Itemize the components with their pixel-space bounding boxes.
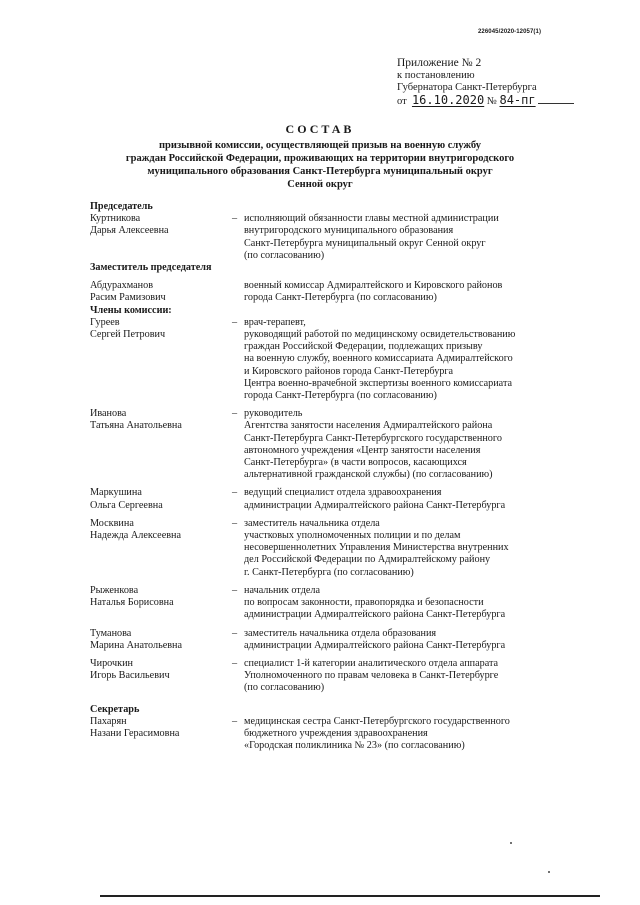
- given-names: Надежда Алексеевна: [90, 530, 182, 542]
- roster-entry: [90, 518, 610, 579]
- person-name: [90, 716, 232, 753]
- footer-rule: [100, 895, 600, 897]
- subtitle-line: граждан Российской Федерации, проживающих на территории внутригородского: [125, 153, 515, 164]
- date-prefix: от: [397, 96, 407, 107]
- given-names: Дарья Алексеевна: [90, 225, 169, 237]
- position-line: администрации Адмиралтейского района Санкт-Петербурга: [244, 609, 506, 621]
- position-line: и Кировского районов города Санкт-Петербурга: [244, 365, 454, 377]
- position-line: участковых уполномоченных полиции и по делам: [244, 530, 461, 542]
- position-line: Санкт-Петербурга муниципальный округ Сенной округ: [244, 237, 486, 249]
- person-name: [90, 658, 232, 695]
- person-position: [244, 628, 610, 652]
- person-position: [244, 213, 610, 262]
- position-line: бюджетного учреждения здравоохранения: [244, 727, 428, 739]
- position-line: медицинская сестра Санкт-Петербургского государственного: [244, 715, 510, 727]
- surname: Чирочкин: [90, 657, 133, 669]
- section-members: Члены комиссии:: [90, 304, 172, 316]
- surname: Москвина: [90, 517, 134, 529]
- person-position: [244, 518, 610, 579]
- roster-entry: [90, 716, 610, 753]
- given-names: Назани Герасимовна: [90, 727, 180, 739]
- dash: –: [232, 627, 238, 639]
- position-line: (по согласованию): [244, 249, 325, 261]
- person-name: [90, 317, 232, 402]
- appendix-block: [397, 56, 617, 108]
- position-line: исполняющий обязанности главы местной администрации: [244, 213, 499, 225]
- surname: Туманова: [90, 627, 132, 639]
- given-names: Татьяна Анатольевна: [90, 420, 182, 432]
- dash: –: [232, 213, 238, 225]
- position-line: несовершеннолетних Управления Министерства внутренних: [244, 542, 509, 554]
- position-line: Агентства занятости населения Адмиралтейского района: [244, 420, 493, 432]
- appendix-title: Приложение № 2: [397, 57, 482, 69]
- person-position: [244, 317, 610, 402]
- dash: –: [232, 584, 238, 596]
- position-line: специалист 1-й категории аналитического отдела аппарата: [244, 657, 499, 669]
- section-secretary: Секретарь: [90, 703, 140, 715]
- roster-entry: [90, 658, 610, 695]
- appendix-date-line: [397, 94, 617, 108]
- dash: –: [232, 408, 238, 420]
- roster-entry: [90, 317, 610, 402]
- position-line: внутригородского муниципального образования: [244, 225, 454, 237]
- person-name: [90, 408, 232, 481]
- scan-speck: [510, 842, 512, 844]
- subtitle-line: Сенной округ: [287, 179, 353, 190]
- position-line: г. Санкт-Петербурга (по согласованию): [244, 566, 414, 578]
- position-line: города Санкт-Петербурга (по согласованию): [244, 390, 437, 402]
- subtitle-line: муниципального образования Санкт-Петербурга муниципальный округ: [147, 166, 493, 177]
- roster-entry: [90, 487, 610, 511]
- given-names: Ольга Сергеевна: [90, 499, 163, 511]
- person-position: [244, 408, 610, 481]
- dash: –: [232, 517, 238, 529]
- position-line: дел Российской Федерации по Адмиралтейскому району: [244, 554, 491, 566]
- person-name: [90, 585, 232, 622]
- position-line: администрации Адмиралтейского района Санкт-Петербурга: [244, 639, 506, 651]
- appendix-line-2: к постановлению: [397, 70, 475, 81]
- surname: Куртникова: [90, 213, 141, 225]
- person-name: [90, 280, 232, 304]
- position-line: на военную службу, военного комиссариата Адмиралтейского: [244, 353, 513, 365]
- person-position: [244, 585, 610, 622]
- surname: Рыженкова: [90, 584, 139, 596]
- given-names: Марина Анатольевна: [90, 639, 183, 651]
- roster-entry: [90, 280, 610, 304]
- document-heading: СОСТАВ: [285, 122, 355, 136]
- person-name: [90, 213, 232, 262]
- position-line: администрации Адмиралтейского района Санкт-Петербурга: [244, 499, 506, 511]
- roster-entry: [90, 628, 610, 652]
- registry-number: 226045/2020-12057(1): [478, 29, 542, 35]
- position-line: Уполномоченного по правам человека в Санкт-Петербурге: [244, 670, 499, 682]
- position-line: руководящий работой по медицинскому освидетельствованию: [244, 329, 516, 341]
- position-line: по вопросам законности, правопорядка и безопасности: [244, 597, 484, 609]
- position-line: Санкт-Петербурга» (в части вопросов, касающихся: [244, 457, 467, 469]
- dash: –: [232, 316, 238, 328]
- commission-roster: [90, 201, 610, 752]
- surname: Маркушина: [90, 487, 142, 499]
- surname: Иванова: [90, 408, 127, 420]
- given-names: Наталья Борисовна: [90, 597, 174, 609]
- position-line: руководитель: [244, 408, 303, 420]
- position-line: заместитель начальника отдела образования: [244, 627, 437, 639]
- position-line: «Городская поликлиника № 23» (по согласованию): [244, 740, 465, 752]
- position-line: (по согласованию): [244, 682, 325, 694]
- position-line: города Санкт-Петербурга (по согласованию): [244, 292, 437, 304]
- roster-entry: [90, 408, 610, 481]
- person-name: [90, 628, 232, 652]
- surname: Абдурахманов: [90, 280, 154, 292]
- dash: –: [232, 657, 238, 669]
- position-line: автономного учреждения «Центр занятости населения: [244, 444, 481, 456]
- roster-entry: [90, 213, 610, 262]
- position-line: военный комиссар Адмиралтейского и Кировского районов: [244, 280, 503, 292]
- surname: Пахарян: [90, 715, 127, 727]
- person-position: [244, 280, 610, 304]
- person-position: [244, 658, 610, 695]
- section-chairman: Председатель: [90, 201, 153, 212]
- given-names: Сергей Петрович: [90, 329, 166, 341]
- position-line: альтернативной гражданской службы) (по согласованию): [244, 469, 493, 481]
- appendix-number: 84-пг: [499, 93, 536, 107]
- given-names: Игорь Васильевич: [90, 670, 170, 682]
- position-line: врач-терапевт,: [244, 316, 306, 328]
- position-line: Центра военно-врачебной экспертизы военного комиссариата: [244, 377, 513, 389]
- dash: –: [232, 715, 238, 727]
- position-line: начальник отдела: [244, 584, 321, 596]
- appendix-line-3: Губернатора Санкт-Петербурга: [397, 82, 537, 93]
- document-subtitle: [90, 139, 550, 191]
- subtitle-line: призывной комиссии, осуществляющей призыв на военную службу: [159, 140, 481, 151]
- section-deputy: Заместитель председателя: [90, 262, 212, 274]
- position-line: заместитель начальника отдела: [244, 517, 380, 529]
- given-names: Расим Рамизович: [90, 292, 166, 304]
- dash: –: [232, 487, 238, 499]
- position-line: граждан Российской Федерации, подлежащих призыву: [244, 341, 483, 353]
- person-name: [90, 487, 232, 511]
- number-sign: №: [486, 96, 497, 107]
- position-line: ведущий специалист отдела здравоохранения: [244, 487, 442, 499]
- roster-entry: [90, 585, 610, 622]
- underline: [538, 102, 574, 104]
- appendix-date: 16.10.2020: [411, 93, 485, 107]
- surname: Гуреев: [90, 316, 120, 328]
- position-line: Санкт-Петербурга Санкт-Петербургского государственного: [244, 432, 502, 444]
- person-position: [244, 716, 610, 753]
- person-name: [90, 518, 232, 579]
- person-position: [244, 487, 610, 511]
- scan-speck: [548, 871, 550, 873]
- members-list: [90, 317, 610, 695]
